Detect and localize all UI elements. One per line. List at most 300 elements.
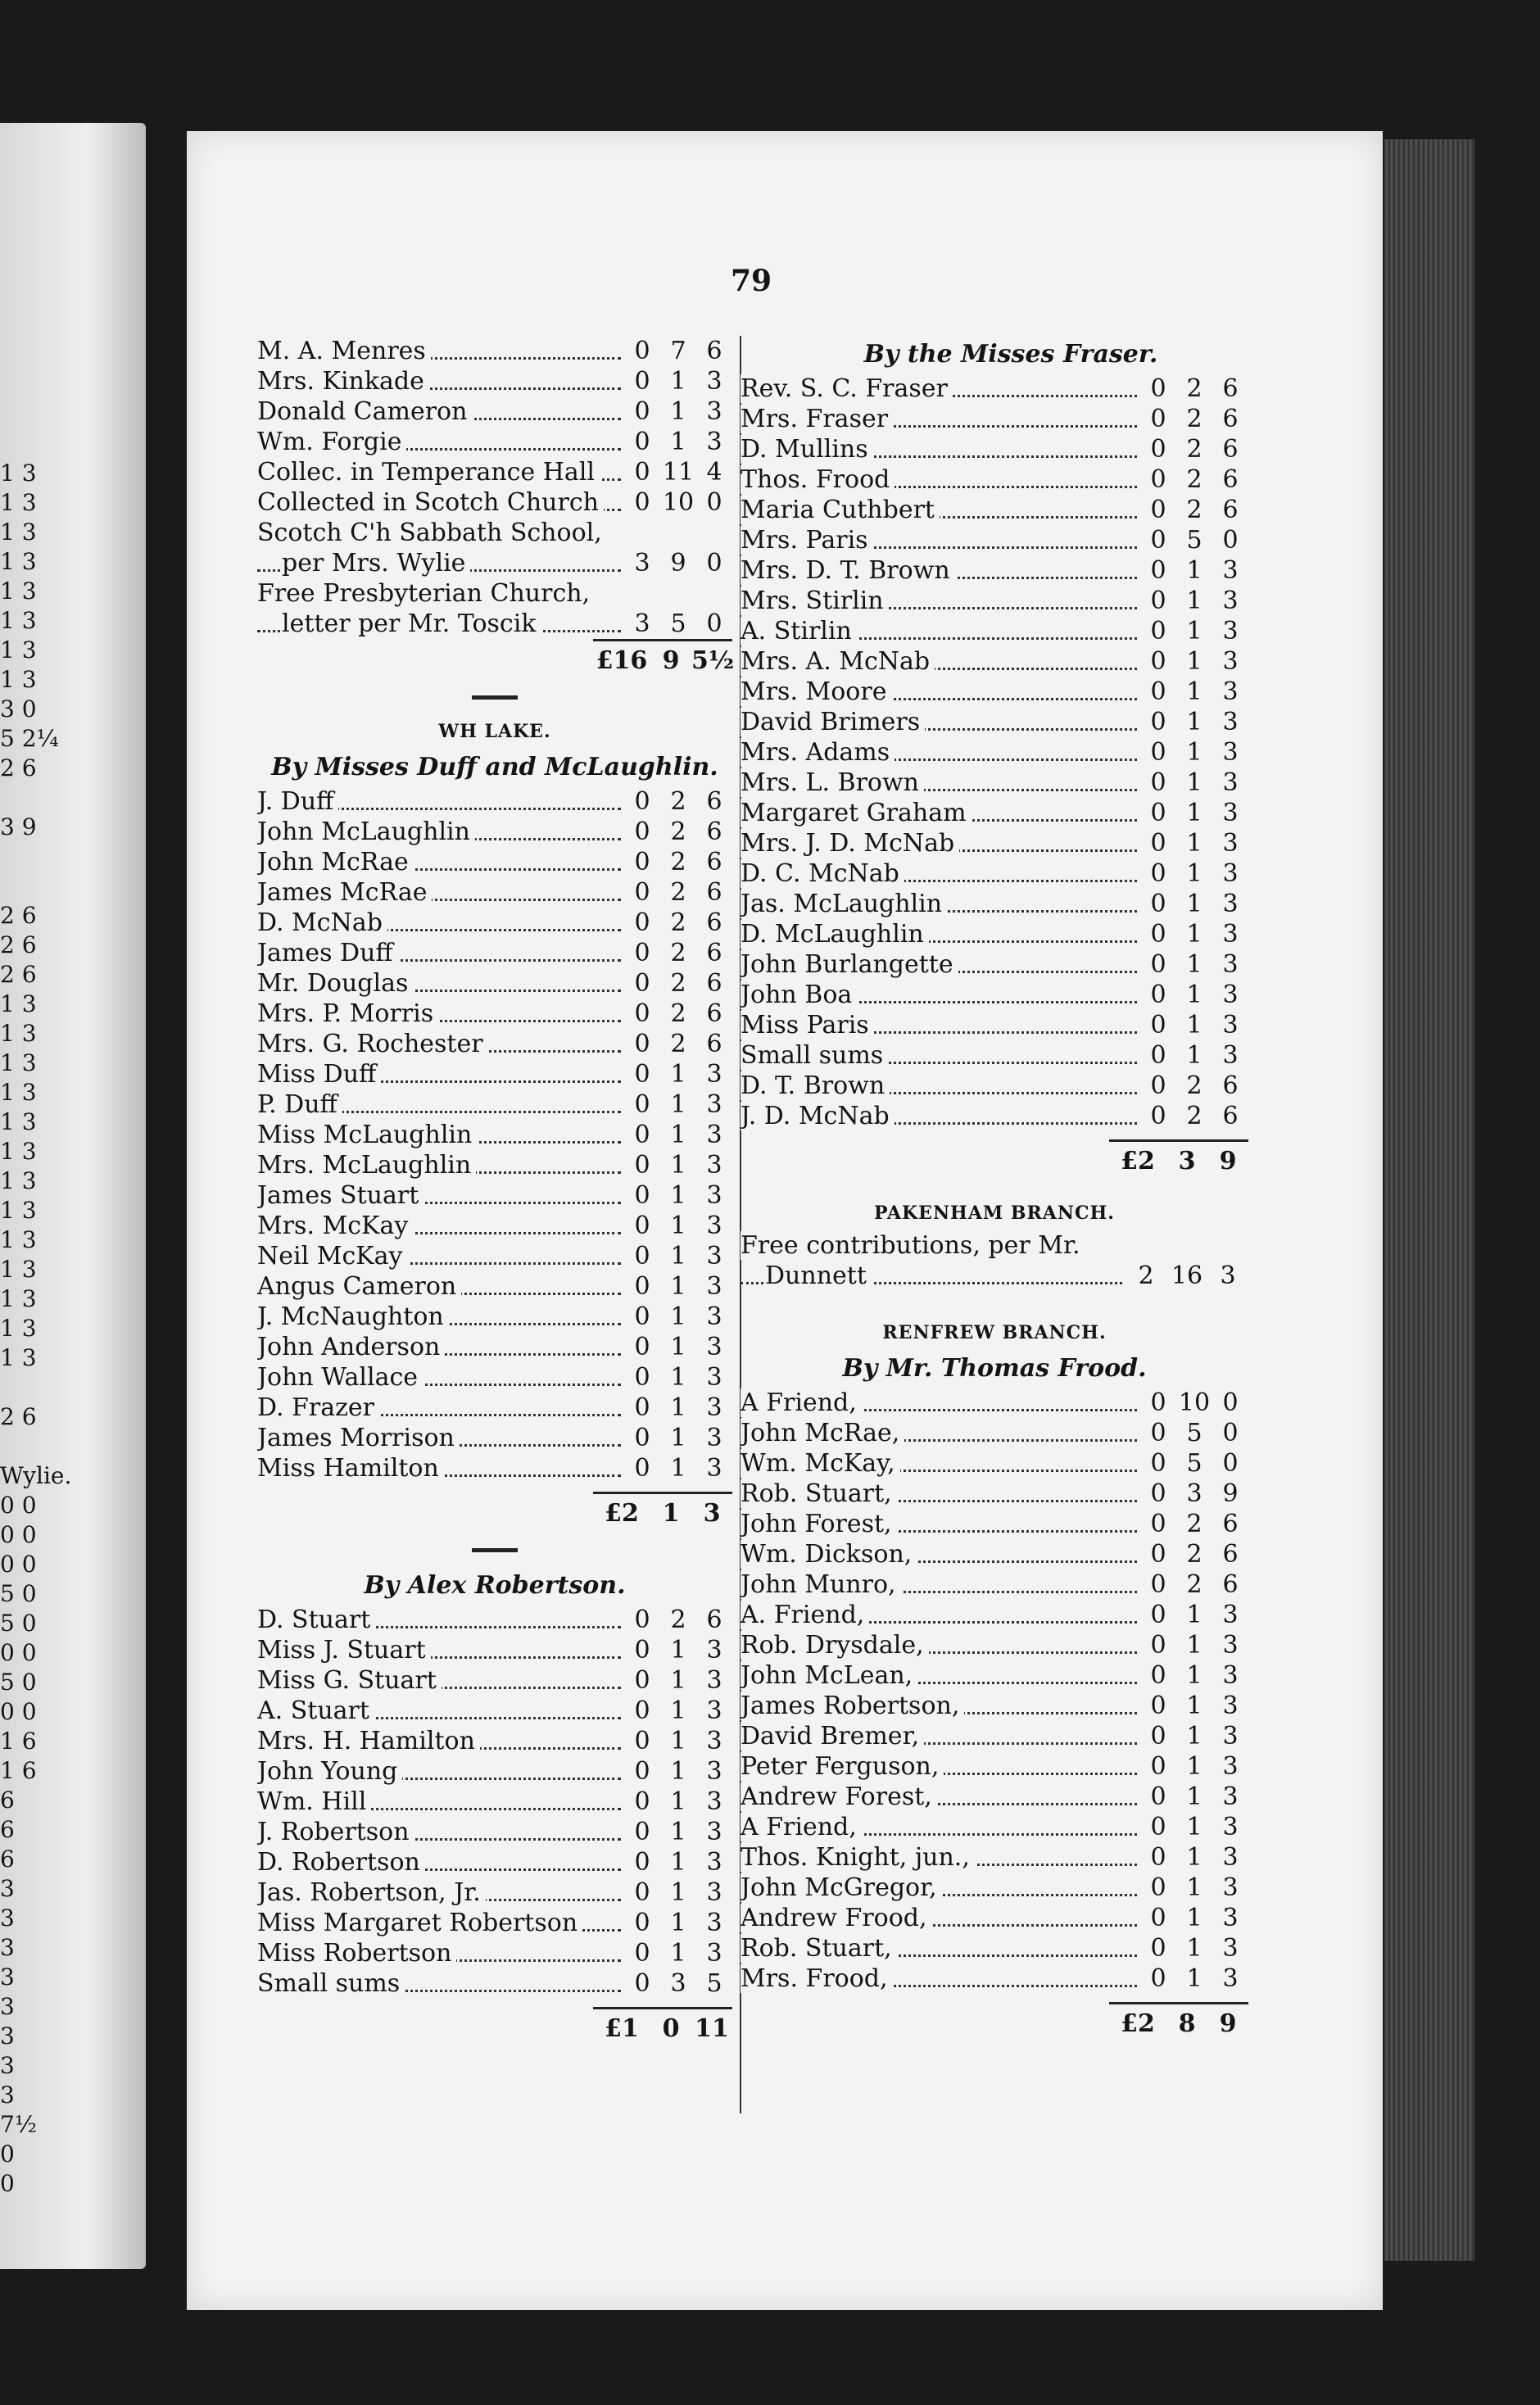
total-pence: 5½ (691, 646, 735, 675)
entry-name: per Mrs. Wylie (282, 549, 470, 577)
total-pence: 11 (695, 2014, 729, 2043)
renfrew-total (741, 2004, 1248, 2044)
amount-shillings: 0 (634, 1606, 650, 1634)
amount-shillings: 0 (1150, 708, 1166, 736)
entry-name: Mrs. D. T. Brown (741, 556, 955, 585)
entry-name: Rob. Drysdale, (741, 1631, 929, 1660)
margin-fragment: 0 0 (0, 1639, 37, 1666)
list-item (257, 1211, 732, 1241)
entry-name: John Munro, (741, 1570, 901, 1599)
list-item (257, 968, 732, 999)
list-item (741, 1600, 1248, 1630)
margin-fragment: 0 0 (0, 1551, 37, 1578)
amount-shillings: 0 (634, 1333, 650, 1361)
entry-name: Rob. Stuart, (741, 1934, 897, 1963)
amount-shillings: 0 (634, 1848, 650, 1877)
margin-fragment: 2 6 (0, 961, 37, 988)
margin-fragment: 2 6 (0, 902, 37, 929)
amount-shillings: 0 (634, 1696, 650, 1725)
first-section-total (257, 641, 735, 681)
amount-shillings: 0 (1150, 981, 1166, 1009)
margin-fragment: 3 0 (0, 695, 37, 722)
amount-farthing: 3 (706, 1181, 722, 1210)
list-item (741, 1782, 1248, 1812)
entry-name: Miss G. Stuart (257, 1666, 442, 1695)
list-item (257, 1120, 732, 1150)
book-page-edges (1384, 139, 1474, 2261)
list-item (741, 1630, 1248, 1660)
amount-shillings: 0 (1150, 587, 1166, 615)
amount-pence: 5 (1186, 1419, 1203, 1447)
list-item (741, 768, 1248, 798)
amount-pence: 2 (1186, 1570, 1203, 1599)
amount-pence: 2 (670, 969, 686, 998)
first-section-list (257, 336, 732, 639)
amount-shillings: 0 (1150, 1449, 1166, 1478)
entry-name: Small sums (741, 1041, 888, 1070)
amount-pence: 2 (670, 908, 686, 937)
amount-farthing: 3 (706, 1878, 722, 1907)
entry-name: Miss Paris (741, 1011, 874, 1039)
entry-name: Miss Robertson (257, 1939, 456, 1968)
entry-name: Mr. Douglas (257, 969, 413, 998)
amount-shillings: 0 (634, 1818, 650, 1846)
entry-name: James McRae (257, 878, 432, 907)
alex-robertson-list (257, 1605, 732, 1999)
amount-pence: 1 (1186, 1873, 1203, 1902)
list-item (741, 1479, 1248, 1509)
amount-shillings: 0 (634, 1060, 650, 1089)
amount-shillings: 0 (1150, 1904, 1166, 1932)
amount-shillings: 0 (634, 1787, 650, 1816)
amount-farthing: 3 (706, 1363, 722, 1392)
margin-fragment: 1 3 (0, 1226, 37, 1253)
margin-fragment: 1 3 (0, 1315, 37, 1342)
amount-pence: 2 (1186, 435, 1203, 464)
amount-pence: 1 (1186, 768, 1203, 797)
entry-name: Jas. Robertson, Jr. (257, 1878, 486, 1907)
amount-shillings: 0 (1150, 496, 1166, 524)
entry-name: P. Duff (257, 1090, 342, 1119)
entry-name: A. Stirlin (741, 617, 857, 645)
entry-name: D. McNab (257, 908, 387, 937)
amount-pence: 1 (670, 1363, 686, 1392)
amount-shillings: 0 (634, 1242, 650, 1270)
list-item (741, 1010, 1248, 1040)
alex-robertson-collector: By Alex Robertson. (364, 1571, 626, 1600)
amount-shillings: 0 (1150, 374, 1166, 403)
margin-fragment: 6 (0, 1787, 15, 1814)
amount-pence: 1 (1186, 556, 1203, 585)
list-item (257, 847, 732, 877)
amount-farthing: 0 (1222, 526, 1239, 555)
amount-shillings: 0 (634, 1272, 650, 1301)
amount-farthing: 6 (1222, 374, 1239, 403)
amount-shillings: 0 (634, 787, 650, 816)
amount-shillings: 0 (1150, 1071, 1166, 1100)
entry-name: James Robertson, (741, 1692, 964, 1720)
amount-pence: 1 (670, 1939, 686, 1968)
entry-name: Wm. Hill (257, 1787, 371, 1816)
amount-pence: 1 (1186, 920, 1203, 949)
amount-pence: 2 (1186, 374, 1203, 403)
list-item (741, 1963, 1248, 1994)
list-item (741, 980, 1248, 1010)
list-item (257, 1029, 732, 1059)
margin-fragment: 3 (0, 1993, 15, 2020)
margin-fragment: 1 3 (0, 1079, 37, 1106)
entry-name: Small sums (257, 1969, 405, 1998)
entry-name: D. Stuart (257, 1606, 375, 1634)
list-item (257, 457, 732, 487)
entry-name: A. Friend, (741, 1601, 869, 1629)
amount-pence: 1 (1186, 1813, 1203, 1841)
list-item (741, 586, 1248, 616)
list-item (257, 1787, 732, 1817)
fraser-list (741, 374, 1248, 1131)
previous-page-fragment (0, 123, 146, 2269)
amount-farthing: 6 (706, 787, 722, 816)
list-item (257, 548, 732, 578)
total-pence: 9 (1219, 2009, 1237, 2038)
amount-shillings: 0 (1150, 465, 1166, 494)
amount-farthing: 3 (706, 1090, 722, 1119)
entry-name: J. McNaughton (257, 1302, 449, 1331)
list-item (257, 1271, 732, 1302)
list-item (741, 1751, 1248, 1782)
amount-shillings: 0 (1150, 1388, 1166, 1417)
margin-fragment: 5 2¼ (0, 725, 59, 752)
total-shillings: 1 (662, 1499, 680, 1528)
entry-name: M. A. Menres (257, 337, 431, 365)
total-pounds: £2 (605, 1499, 639, 1528)
left-column (257, 336, 735, 2049)
list-item (257, 1938, 732, 1968)
amount-shillings: 0 (1150, 1011, 1166, 1039)
amount-farthing: 3 (706, 1454, 722, 1483)
amount-shillings: 0 (634, 1939, 650, 1968)
amount-pence: 1 (1186, 1722, 1203, 1751)
amount-pence: 2 (670, 1606, 686, 1634)
amount-farthing: 3 (1222, 1601, 1239, 1629)
entry-name: Mrs. McLaughlin (257, 1151, 476, 1180)
amount-shillings: 0 (634, 367, 650, 396)
entry-name: D. McLaughlin (741, 920, 929, 949)
amount-shillings: 0 (634, 1212, 650, 1240)
amount-farthing: 3 (1222, 677, 1239, 706)
amount-farthing: 6 (706, 848, 722, 876)
amount-farthing: 3 (1222, 1692, 1239, 1720)
amount-pence: 2 (670, 939, 686, 967)
amount-farthing: 3 (706, 1424, 722, 1452)
amount-pence: 1 (1186, 677, 1203, 706)
entry-name: John McGregor, (741, 1873, 942, 1902)
amount-shillings: 0 (1150, 890, 1166, 918)
amount-farthing: 3 (706, 1333, 722, 1361)
entry-name: Miss McLaughlin (257, 1121, 477, 1149)
amount-shillings: 0 (1150, 1752, 1166, 1781)
amount-farthing: 6 (1222, 496, 1239, 524)
list-item (257, 1059, 732, 1089)
list-item (741, 1509, 1248, 1539)
amount-farthing: 6 (706, 908, 722, 937)
margin-fragment: 3 (0, 1934, 15, 1961)
total-pence: 9 (1219, 1147, 1237, 1175)
margin-fragment (0, 1432, 57, 1461)
list-item (741, 1721, 1248, 1751)
margin-fragment: 2 6 (0, 1403, 37, 1430)
amount-shillings: 0 (634, 1727, 650, 1755)
amount-pence: 1 (670, 1090, 686, 1119)
amount-farthing: 6 (706, 878, 722, 907)
amount-farthing: 6 (706, 969, 722, 998)
entry-name: Mrs. L. Brown (741, 768, 924, 797)
alex-robertson-total (257, 2009, 732, 2049)
amount-shillings: 0 (634, 1090, 650, 1119)
list-item (257, 487, 732, 518)
amount-farthing: 3 (1222, 647, 1239, 676)
amount-farthing: 3 (1222, 708, 1239, 736)
entry-name: Wm. Forgie (257, 428, 406, 456)
list-item (257, 1302, 732, 1332)
amount-pence: 2 (1186, 405, 1203, 433)
amount-pence: 1 (670, 1151, 686, 1180)
entry-name: Mrs. McKay (257, 1212, 413, 1240)
amount-pence: 1 (670, 1272, 686, 1301)
margin-fragment: 5 0 (0, 1580, 37, 1607)
amount-farthing: 6 (1222, 1510, 1239, 1538)
amount-pence: 1 (670, 1666, 686, 1695)
amount-shillings: 0 (1150, 920, 1166, 949)
entry-name: A. Stuart (257, 1696, 374, 1725)
total-shillings: 3 (1178, 1147, 1196, 1175)
amount-shillings: 0 (634, 878, 650, 907)
list-item (741, 1873, 1248, 1903)
list-item (741, 616, 1248, 646)
right-column (741, 336, 1248, 2044)
amount-shillings: 0 (634, 1424, 650, 1452)
amount-pence: 9 (670, 549, 686, 577)
amount-farthing: 3 (706, 1393, 722, 1422)
list-item (741, 828, 1248, 858)
amount-pence: 1 (1186, 1934, 1203, 1963)
margin-fragment: 1 6 (0, 1757, 37, 1784)
amount-shillings: 16 (1171, 1261, 1203, 1290)
amount-farthing: 0 (1222, 1449, 1239, 1478)
amount-farthing: 6 (706, 939, 722, 967)
amount-shillings: 0 (1150, 768, 1166, 797)
amount-farthing: 3 (706, 1272, 722, 1301)
amount-shillings: 0 (634, 1181, 650, 1210)
margin-fragment: 1 3 (0, 1285, 37, 1312)
entry-name: A Friend, (741, 1813, 862, 1841)
amount-pence: 1 (1186, 1041, 1203, 1070)
list-item (257, 1241, 732, 1271)
amount-pence: 2 (1186, 1071, 1203, 1100)
amount-shillings: 0 (1150, 1964, 1166, 1993)
margin-fragment: 7½ (0, 2111, 37, 2138)
margin-fragment: 0 0 (0, 1698, 37, 1725)
list-item (741, 434, 1248, 464)
amount-farthing: 3 (706, 1666, 722, 1695)
margin-fragment: 6 (0, 1816, 15, 1843)
amount-pence: 2 (670, 999, 686, 1028)
list-item (257, 1696, 732, 1726)
list-item (257, 1665, 732, 1696)
amount-pence: 1 (670, 1696, 686, 1725)
entry-name: Mrs. J. D. McNab (741, 829, 959, 858)
list-item (741, 919, 1248, 949)
amount-farthing: 3 (706, 1636, 722, 1664)
amount-farthing: 3 (706, 1696, 722, 1725)
amount-farthing: 5 (706, 1969, 722, 1998)
list-item (741, 404, 1248, 434)
amount-shillings: 0 (634, 1969, 650, 1998)
amount-shillings: 0 (634, 1302, 650, 1331)
amount-pence: 1 (1186, 1631, 1203, 1660)
amount-pence: 1 (1186, 1661, 1203, 1690)
amount-shillings: 0 (634, 1757, 650, 1786)
amount-farthing: 3 (706, 1757, 722, 1786)
amount-farthing: 3 (1222, 1722, 1239, 1751)
amount-farthing: 3 (706, 1939, 722, 1968)
amount-pence: 1 (1186, 617, 1203, 645)
list-item (741, 949, 1248, 980)
amount-farthing: 3 (706, 1060, 722, 1089)
amount-farthing: 3 (1222, 1813, 1239, 1841)
margin-fragment: 1 3 (0, 548, 37, 575)
list-item (257, 518, 732, 548)
amount-farthing: 3 (1222, 1843, 1239, 1872)
amount-shillings: 0 (1150, 647, 1166, 676)
list-item (741, 1812, 1248, 1842)
amount-shillings: 0 (1150, 526, 1166, 555)
amount-shillings: 0 (634, 969, 650, 998)
margin-fragment: 2 6 (0, 931, 37, 958)
amount-pence: 1 (1186, 587, 1203, 615)
amount-farthing: 3 (706, 1121, 722, 1149)
list-item (741, 1842, 1248, 1873)
amount-shillings: 0 (1150, 1873, 1166, 1902)
amount-pence: 1 (1186, 1601, 1203, 1629)
amount-shillings: 0 (634, 488, 650, 517)
amount-farthing: 6 (706, 818, 722, 846)
entry-name: Dunnett (765, 1261, 872, 1290)
list-item (257, 877, 732, 908)
entry-name: J. Duff (257, 787, 338, 816)
total-shillings: 9 (662, 646, 680, 675)
amount-shillings: 0 (1150, 1570, 1166, 1599)
margin-fragment: 0 0 (0, 1521, 37, 1548)
amount-pence: 1 (670, 1424, 686, 1452)
margin-fragment: 1 3 (0, 1344, 37, 1371)
amount-pence: 2 (1186, 496, 1203, 524)
entry-name: Andrew Forest, (741, 1782, 937, 1811)
amount-pence: 1 (1186, 1692, 1203, 1720)
amount-shillings: 0 (1150, 799, 1166, 827)
amount-pence: 1 (1186, 829, 1203, 858)
total-pounds: £1 (605, 2014, 639, 2043)
amount-farthing: 3 (1222, 1661, 1239, 1690)
list-item (741, 464, 1248, 495)
amount-pence: 1 (1186, 1964, 1203, 1993)
amount-shillings: 0 (634, 1454, 650, 1483)
renfrew-list (741, 1388, 1248, 1994)
amount-farthing: 3 (1222, 617, 1239, 645)
amount-shillings: 0 (1150, 1041, 1166, 1070)
amount-pence: 1 (670, 1212, 686, 1240)
amount-pence: 1 (670, 1121, 686, 1149)
list-item (741, 1569, 1248, 1600)
amount-farthing: 6 (706, 999, 722, 1028)
entry-name: Margaret Graham (741, 799, 972, 827)
amount-pence: 7 (670, 337, 686, 365)
amount-shillings: 0 (1150, 738, 1166, 767)
list-item (257, 1150, 732, 1180)
total-pounds: £2 (1121, 2009, 1155, 2038)
list-item (741, 1691, 1248, 1721)
amount-shillings: 0 (1150, 1722, 1166, 1751)
amount-pence: 1 (1186, 859, 1203, 888)
amount-pence: 1 (1186, 1752, 1203, 1781)
margin-fragment: 1 3 (0, 636, 37, 664)
list-item (257, 817, 732, 847)
amount-pence: 2 (670, 818, 686, 846)
list-item (741, 1388, 1248, 1418)
list-item (741, 1071, 1248, 1101)
amount-farthing: 3 (1222, 1934, 1239, 1963)
amount-shillings: 0 (1150, 859, 1166, 888)
entry-name: Mrs. G. Rochester (257, 1030, 488, 1058)
entry-name: John Boa (741, 981, 857, 1009)
list-item (741, 1418, 1248, 1448)
page-number: 79 (731, 264, 772, 298)
amount-farthing: 6 (1222, 1570, 1239, 1599)
list-item (741, 646, 1248, 677)
amount-pence: 2 (670, 848, 686, 876)
amount-pence: 2 (670, 878, 686, 907)
amount-farthing: 3 (1222, 920, 1239, 949)
amount-shillings: 0 (1150, 1601, 1166, 1629)
entry-name: John Burlangette (741, 950, 958, 979)
amount-farthing: 3 (706, 1242, 722, 1270)
amount-shillings: 0 (634, 1363, 650, 1392)
amount-farthing: 3 (1222, 799, 1239, 827)
amount-pence: 11 (662, 458, 695, 487)
amount-farthing: 4 (706, 458, 722, 487)
amount-pence: 1 (1186, 950, 1203, 979)
pakenham-line-1 (741, 1230, 1248, 1261)
white-lake-total (257, 1494, 732, 1533)
amount-shillings: 0 (1150, 1813, 1166, 1841)
amount-pence: 3 (670, 1969, 686, 1998)
margin-fragment: 1 6 (0, 1728, 37, 1755)
entry-name: D. Robertson (257, 1848, 425, 1877)
margin-fragment (0, 842, 57, 872)
amount-pence: 3 (1220, 1261, 1236, 1290)
amount-shillings: 0 (1150, 1934, 1166, 1963)
entry-name: Free Presbyterian Church, (257, 579, 595, 608)
amount-pence: 2 (1186, 1540, 1203, 1569)
amount-farthing: 3 (1222, 890, 1239, 918)
list-item (257, 1089, 732, 1120)
list-item (257, 336, 732, 366)
amount-shillings: 0 (634, 999, 650, 1028)
margin-fragment: 1 3 (0, 460, 37, 487)
list-item (741, 555, 1248, 586)
amount-shillings: 0 (1150, 1661, 1166, 1690)
amount-pence: 2 (1186, 465, 1203, 494)
